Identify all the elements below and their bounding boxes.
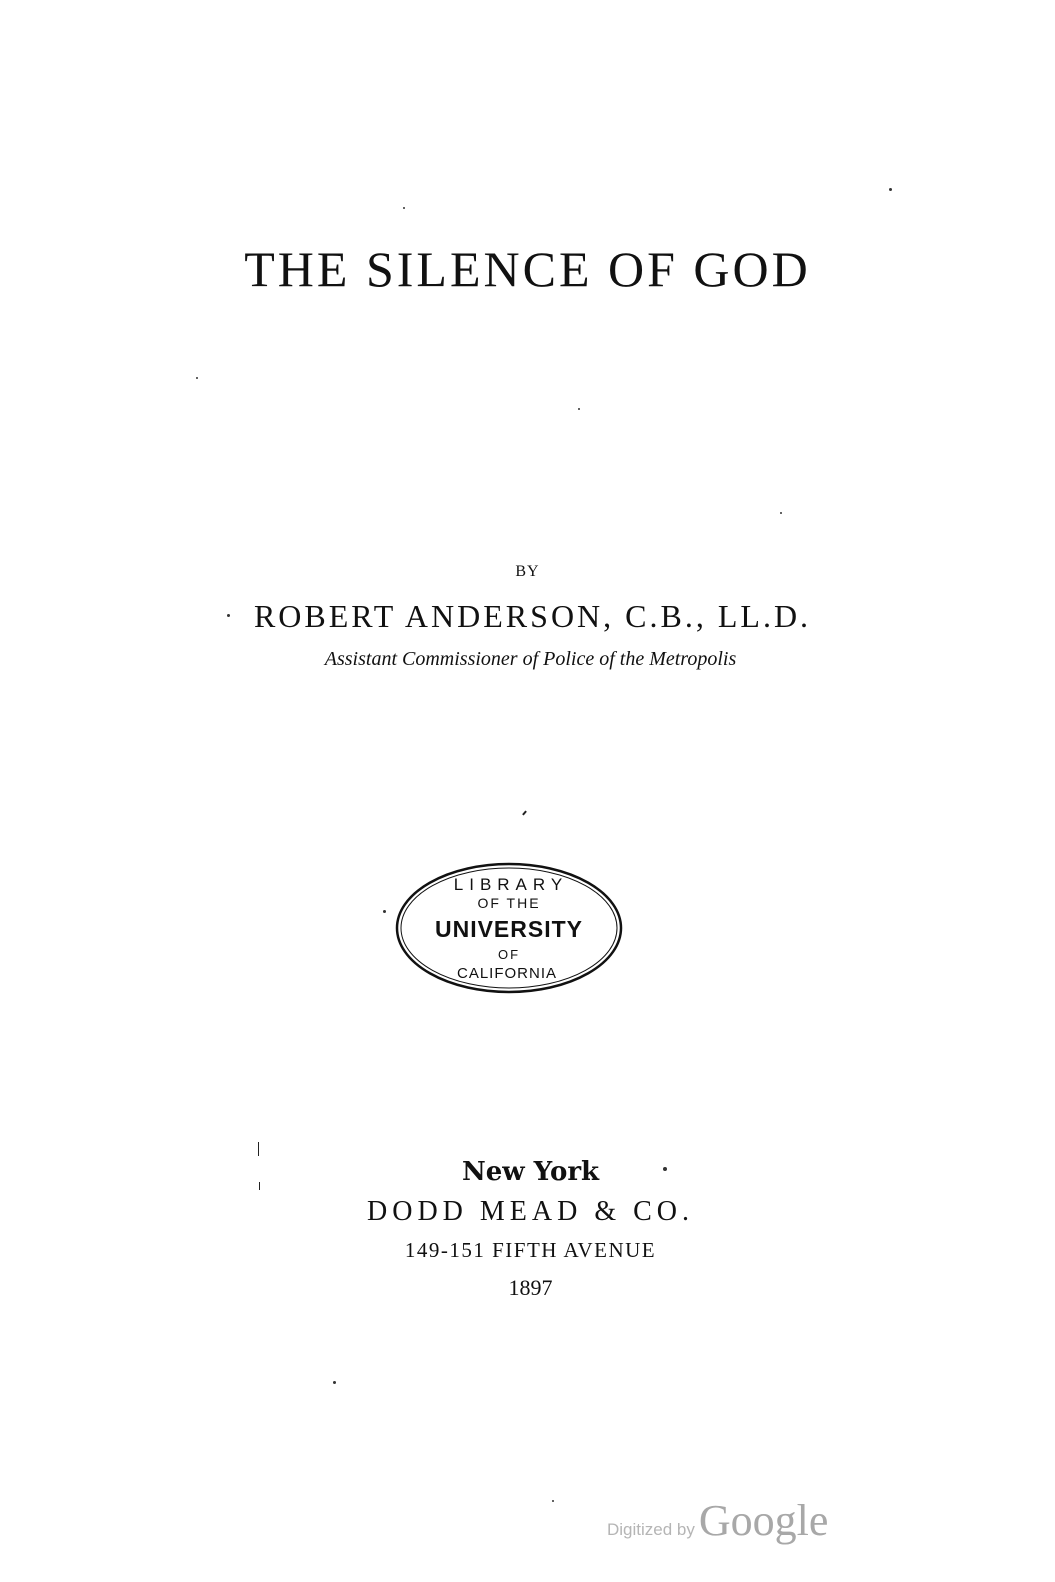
by-label: BY: [515, 563, 540, 580]
scan-line: [258, 1142, 259, 1156]
publisher-name: DODD MEAD & CO.: [367, 1196, 694, 1227]
digitized-by-text: Digitized by: [607, 1520, 695, 1539]
stamp-library: LIBRARY: [453, 875, 569, 894]
book-title: THE SILENCE OF GOD: [244, 241, 811, 297]
author-role: Assistant Commissioner of Police of the Metropolis: [324, 648, 737, 670]
library-stamp: [393, 858, 625, 998]
author-name: ROBERT ANDERSON, C.B., LL.D.: [253, 598, 812, 634]
publisher-address: 149-151 FIFTH AVENUE: [404, 1238, 657, 1262]
scan-speck: [227, 614, 230, 617]
scan-speck: [333, 1381, 336, 1384]
scan-line: [259, 1182, 260, 1190]
scan-speck: [663, 1167, 667, 1171]
stamp-california: CALIFORNIA: [456, 965, 558, 982]
digitized-watermark: [607, 1495, 828, 1546]
scan-speck: [403, 207, 405, 209]
scan-speck: [552, 1500, 554, 1502]
scan-speck: [578, 408, 580, 410]
publication-place: New York: [461, 1157, 600, 1187]
scan-speck: [383, 910, 386, 913]
pencil-mark: [522, 810, 527, 815]
scan-speck: [196, 377, 198, 379]
publication-year: 1897: [508, 1275, 553, 1300]
stamp-of-the: OF THE: [477, 895, 541, 911]
scan-speck: [889, 188, 892, 191]
google-logo: Google: [698, 1496, 829, 1545]
stamp-university: UNIVERSITY: [434, 916, 584, 942]
scan-speck: [780, 512, 782, 514]
stamp-of: OF: [497, 947, 521, 962]
